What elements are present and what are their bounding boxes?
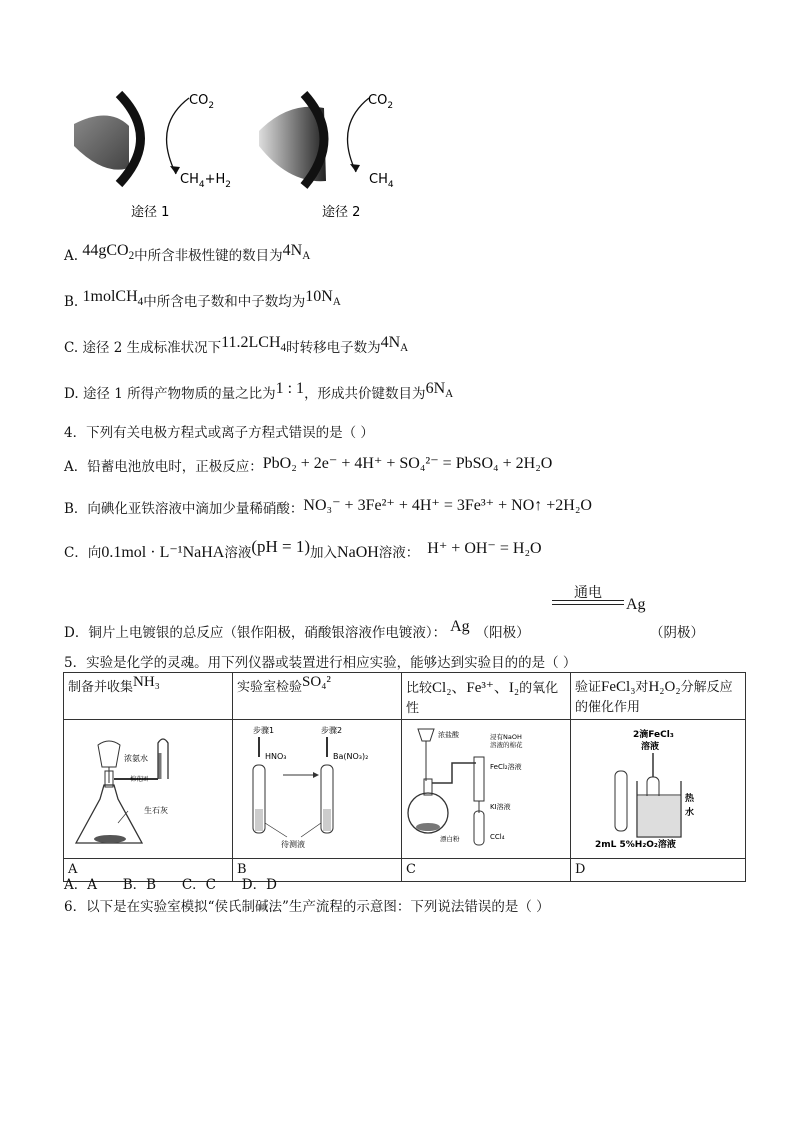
- q3-option-d: D. 途径 1 所得产物物质的量之比为1 : 1，形成共价键数目为$6N_A$: [64, 380, 454, 402]
- q4-stem: 4．下列有关电极方程式或离子方程式错误的是（ ）: [64, 425, 374, 441]
- header-d: 验证FeCl₃对H₂O₂分解反应的催化作用: [571, 673, 746, 720]
- label-hot: 热: [685, 794, 695, 804]
- q4-d-product: Ag: [626, 596, 646, 613]
- q4-option-a: A．铅蓄电池放电时，正极反应：PbO₂ + 2e⁻ + 4H⁺ + SO₄²⁻ = PbSO₄ + 2H₂O: [64, 455, 553, 475]
- q4-d-cathode-note: （阴极）: [650, 625, 704, 641]
- label-fecl3-solution: 溶液: [641, 742, 660, 752]
- q4-option-d: D．铜片上电镀银的总反应（银作阳极，硝酸银溶液作电镀液）： Ag （阳极）: [64, 618, 530, 641]
- label-ki: KI溶液: [490, 803, 511, 811]
- q3-option-a: A. 44gCO$_2$中所含非极性键的数目为$4N_A$: [64, 242, 311, 264]
- products-label-1: $CH_4+H_2$: [180, 172, 231, 190]
- arrow-2: [348, 98, 369, 172]
- q4-option-b: B．向碘化亚铁溶液中滴加少量稀硝酸：NO₃⁻ + 3Fe²⁺ + 4H⁺ = 3Fe³⁺ + NO↑ +2H₂O: [64, 497, 592, 517]
- arrow-1: [167, 98, 189, 174]
- label-fecl2: FeCl₂溶液: [490, 763, 522, 771]
- label-step1: 步骤1: [253, 726, 275, 735]
- label-ba-no3: Ba(NO₃)₂: [333, 752, 369, 761]
- label-naoh-1: 浸有NaOH: [490, 733, 522, 741]
- q4-d-arrow: [552, 600, 624, 605]
- label-step2: 步骤2: [321, 726, 343, 735]
- label-h2o2: 2mL 5%H₂O₂溶液: [595, 840, 676, 850]
- apparatus-d: [571, 720, 746, 859]
- label-cell-a: A: [64, 859, 233, 882]
- label-ammonia: 浓氨水: [124, 754, 148, 763]
- label-hno3: HNO₃: [265, 752, 287, 761]
- label-naoh-2: 溶液的棉花: [490, 741, 523, 749]
- q4-d-over-label: 通电: [574, 585, 602, 601]
- label-sample: 待测液: [281, 840, 305, 849]
- label-conc-hcl: 浓盐酸: [438, 731, 459, 739]
- label-cell-b: B: [233, 859, 402, 882]
- experiment-table: [63, 672, 746, 882]
- co2-label-2: $CO_2$: [368, 93, 394, 111]
- header-b: 实验室检验SO₄²: [233, 673, 402, 720]
- apparatus-b: [233, 720, 402, 859]
- header-a: 制备并收集NH₃: [64, 673, 233, 720]
- apparatus-c: [402, 720, 571, 859]
- product-label-2: $CH_4$: [369, 172, 394, 190]
- q5-options: A．A B．B C．C D．D: [64, 877, 277, 893]
- co2-label-1: $CO_2$: [189, 93, 215, 111]
- path-2-caption: 途径 2: [322, 205, 361, 220]
- label-ccl4: CCl₄: [490, 833, 505, 841]
- label-cotton: 棉花团: [130, 776, 149, 783]
- apparatus-a: [64, 720, 233, 859]
- label-cell-c: C: [402, 859, 571, 882]
- q6-stem: 6．以下是在实验室模拟“侯氏制碱法”生产流程的示意图：下列说法错误的是（ ）: [64, 899, 550, 915]
- label-cell-d: D: [571, 859, 746, 882]
- path-1-caption: 途径 1: [131, 205, 170, 220]
- q3-option-b: B. 1molCH$_4$中所含电子数和中子数均为$10N_A$: [64, 288, 341, 310]
- header-c: 比较Cl₂、Fe³⁺、I₂的氧化性: [402, 673, 571, 720]
- label-bleach: 漂白粉: [440, 835, 460, 843]
- label-water: 水: [685, 808, 695, 818]
- q3-option-c: C. 途径 2 生成标准状况下$11.2LCH_4$时转移电子数为$4N_A$: [64, 334, 409, 356]
- pathway-figure: [64, 86, 444, 226]
- q5-stem: 5．实验是化学的灵魂。用下列仪器或装置进行相应实验，能够达到实验目的的是（ ）: [64, 655, 577, 671]
- label-quicklime: 生石灰: [144, 806, 168, 815]
- label-fecl3-drops: 2滴FeCl₃: [633, 730, 674, 740]
- q4-option-c: C．向0.1mol · L⁻¹NaHA溶液(pH = 1)加入NaOH溶液： H⁺ + OH⁻ = H₂O: [64, 537, 542, 561]
- catalyst-1-shape: [74, 115, 129, 169]
